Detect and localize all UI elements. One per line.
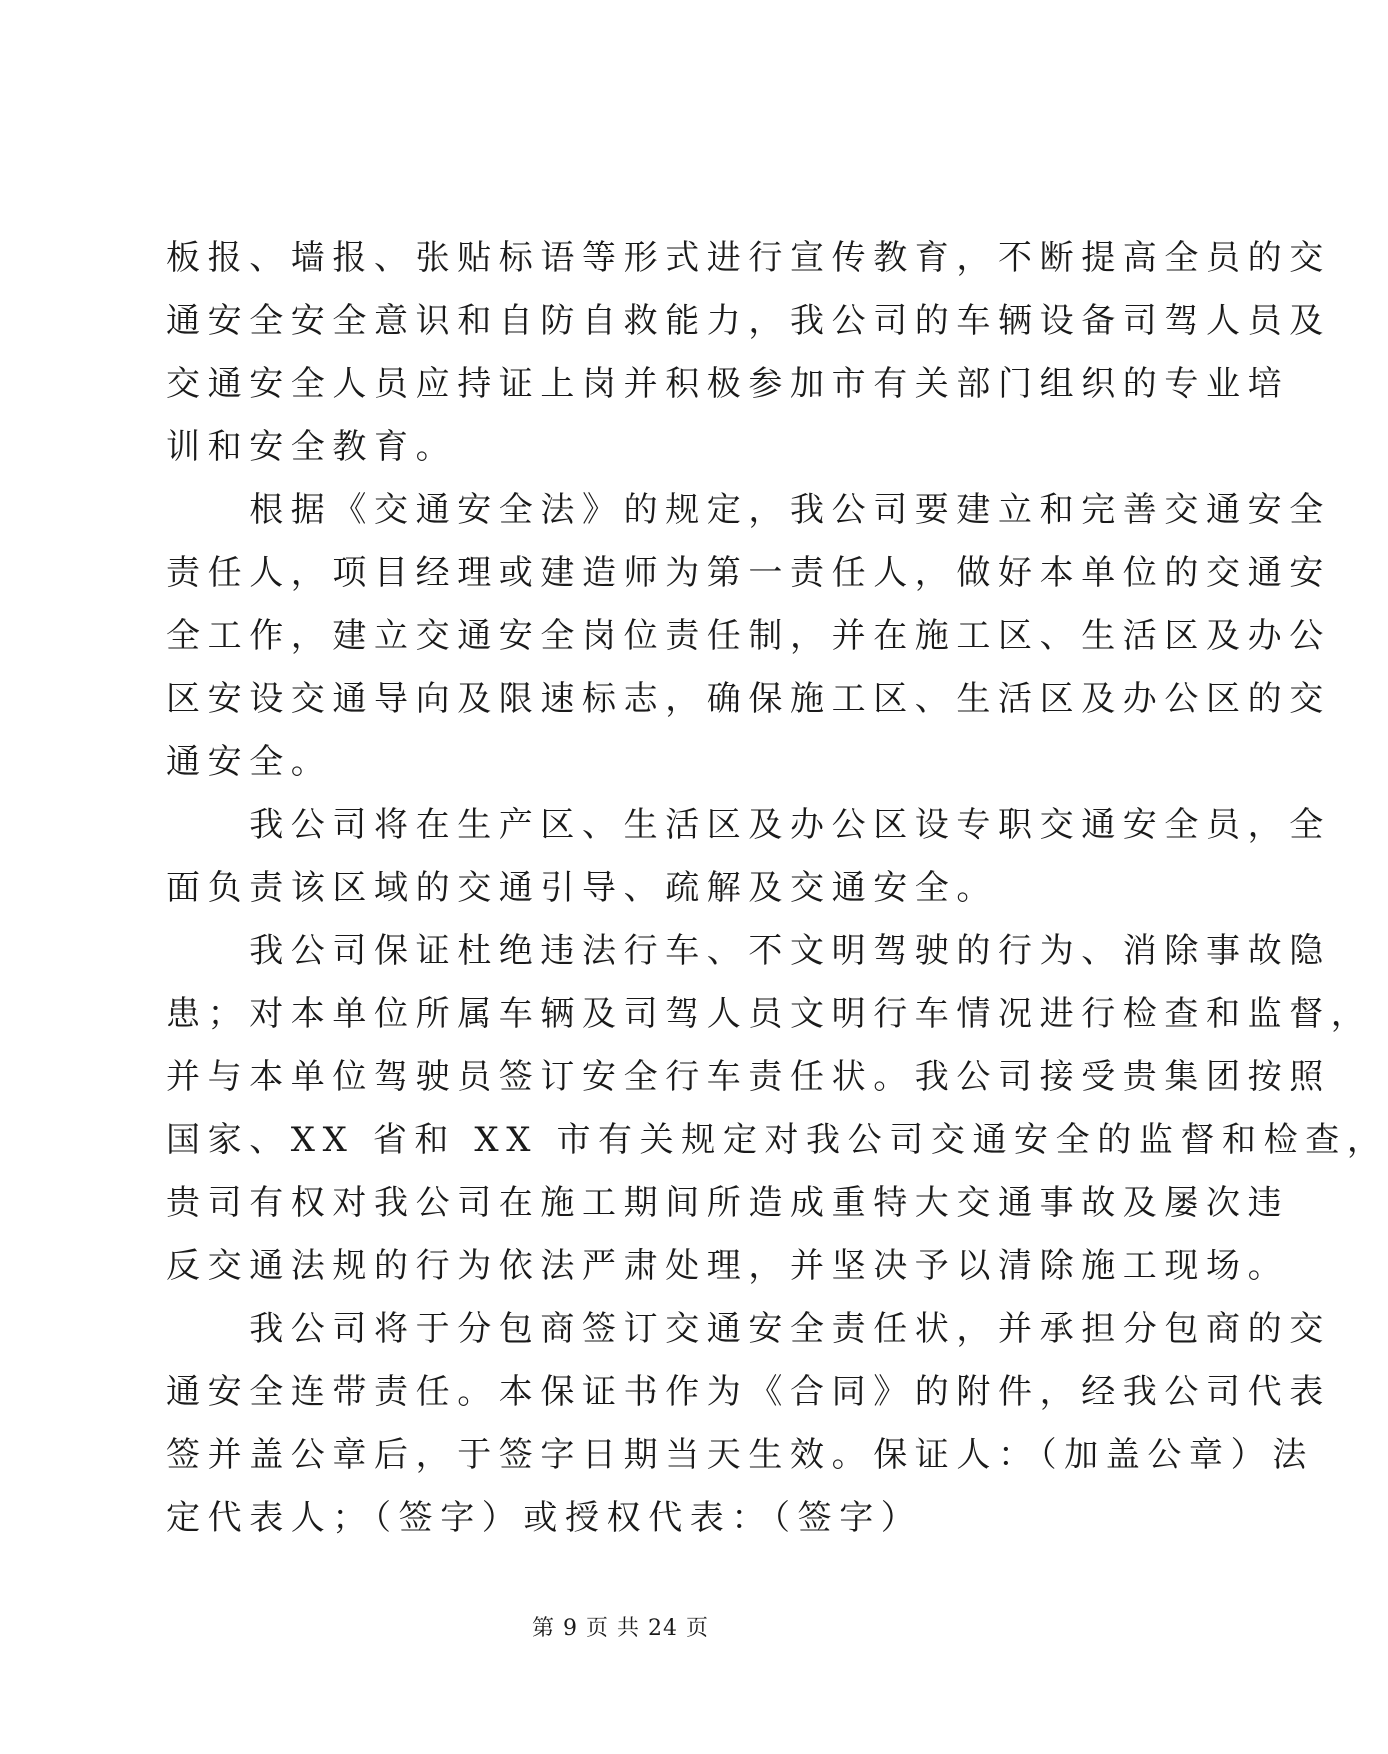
text-line: 贵司有权对我公司在施工期间所造成重特大交通事故及屡次违 (166, 1183, 1290, 1223)
document-body (166, 227, 1388, 1550)
text-line: 全工作，建立交通安全岗位责任制，并在施工区、生活区及办公 (166, 616, 1331, 656)
page-footer: 第 9 页 共 24 页 (532, 1616, 709, 1641)
text-line: 区安设交通导向及限速标志，确保施工区、生活区及办公区的交 (166, 679, 1331, 719)
text-line: 通安全安全意识和自防自救能力，我公司的车辆设备司驾人员及 (166, 301, 1331, 341)
text-line: 我公司将在生产区、生活区及办公区设专职交通安全员，全 (166, 805, 1331, 845)
text-line: 通安全。 (166, 742, 333, 782)
text-line: 面负责该区域的交通引导、疏解及交通安全。 (166, 868, 998, 908)
text-line: 责任人，项目经理或建造师为第一责任人，做好本单位的交通安 (166, 553, 1331, 593)
text-line: 签并盖公章后，于签字日期当天生效。保证人：（加盖公章）法 (166, 1435, 1314, 1475)
text-line: 交通安全人员应持证上岗并积极参加市有关部门组织的专业培 (166, 364, 1290, 404)
text-line: 我公司将于分包商签订交通安全责任状，并承担分包商的交 (166, 1309, 1331, 1349)
text-line: 板报、墙报、张贴标语等形式进行宣传教育，不断提高全员的交 (166, 238, 1331, 278)
text-line: 我公司保证杜绝违法行车、不文明驾驶的行为、消除事故隐 (166, 931, 1331, 971)
text-line: 患；对本单位所属车辆及司驾人员文明行车情况进行检查和监督， (166, 994, 1373, 1034)
text-line: 训和安全教育。 (166, 427, 458, 467)
text-line: 反交通法规的行为依法严肃处理，并坚决予以清除施工现场。 (166, 1246, 1290, 1286)
text-line: 根据《交通安全法》的规定，我公司要建立和完善交通安全 (166, 490, 1331, 530)
text-line: 定代表人；（签字）或授权代表：（签字） (166, 1498, 923, 1538)
text-line: 并与本单位驾驶员签订安全行车责任状。我公司接受贵集团按照 (166, 1057, 1331, 1097)
text-line: 国家、XX 省和 XX 市有关规定对我公司交通安全的监督和检查， (166, 1120, 1388, 1160)
text-line: 通安全连带责任。本保证书作为《合同》的附件，经我公司代表 (166, 1372, 1331, 1412)
